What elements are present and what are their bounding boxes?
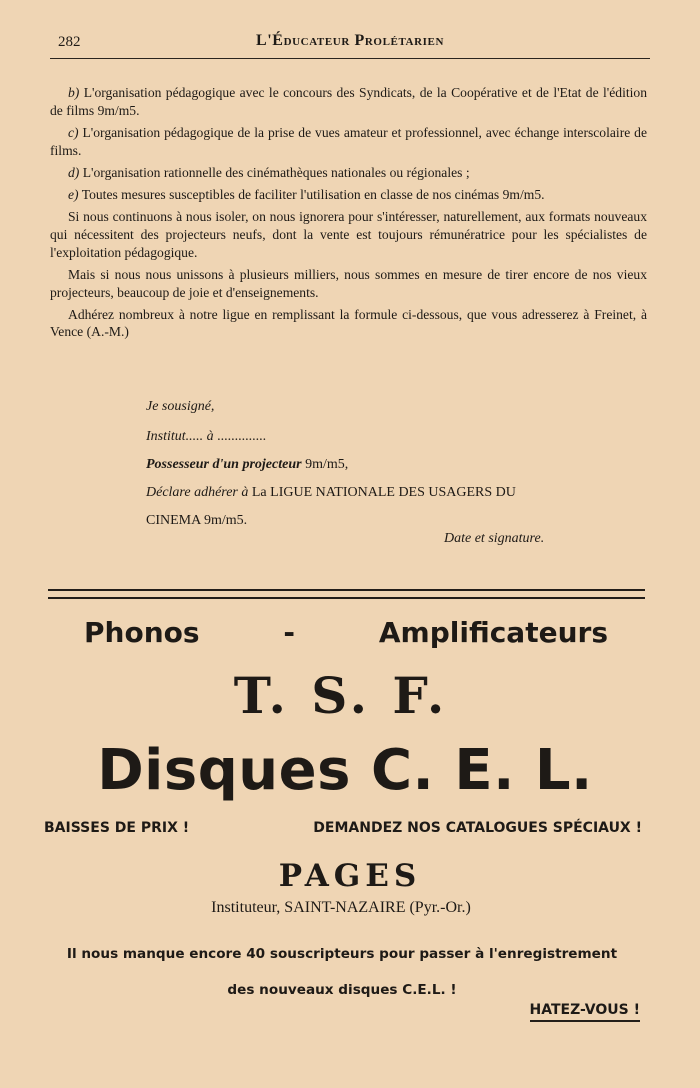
paragraph: Adhérez nombreux à notre ligue en remplissant la formule ci-dessous, que vous adresserez à Freinet, à Vence (A.-M.): [50, 306, 647, 340]
ad-notice: Il nous manque encore 40 souscripteurs pour passer à l'enregistrement: [66, 946, 618, 962]
ad-disques: Disques C. E. L.: [97, 738, 593, 803]
list-item-e: e) Toutes mesures susceptibles de faciliter l'utilisation en classe de nos cinémas 9m/m5.: [68, 187, 545, 203]
ad-headline: Phonos - Amplificateurs: [84, 616, 608, 649]
page-number: 282: [58, 34, 81, 50]
advertisement: [0, 600, 700, 1088]
ad-address: Instituteur, SAINT-NAZAIRE (Pyr.-Or.): [211, 899, 471, 916]
page-header: [50, 30, 650, 62]
ad-notice: des nouveaux disques C.E.L. !: [227, 982, 457, 998]
section-divider: [48, 589, 645, 599]
paragraph: Mais si nous nous unissons à plusieurs milliers, nous sommes en mesure de tirer encore de nos vieux projecteurs, beaucoup de joie et d'enseignements.: [50, 266, 647, 300]
article-body: [50, 84, 647, 346]
ad-advertiser-name: PAGES: [278, 858, 422, 894]
journal-title: L'Éducateur Prolétarien: [255, 32, 445, 49]
list-item-d: d) L'organisation rationnelle des cinémathèques nationales ou régionales ;: [68, 164, 470, 180]
ad-tsf: T. S. F.: [233, 666, 449, 725]
form-line-institute: Institut..... à ..............: [146, 429, 267, 444]
form-line-projector: Possesseur d'un projecteur 9m/m5,: [146, 457, 349, 472]
paragraph: Si nous continuons à nous isoler, on nous ignorera pour s'intéresser, naturellement, aux formats nouveaux qui nécessitent des projecteurs neufs, dont la vente est toujours rémunératrice pour les spécialistes de l'exploitation pédagogique.: [50, 209, 647, 260]
ad-price-drop: BAISSES DE PRIX !: [44, 820, 190, 836]
header-rule: [50, 58, 650, 59]
list-item-c: c) L'organisation pédagogique de la prise de vues amateur et professionnel, avec échange interscolaire de films.: [50, 124, 647, 158]
form-line-name: Je sousigné,: [146, 399, 215, 414]
date-signature: Date et signature.: [444, 531, 545, 546]
form-line-declaration: Déclare adhérer à La LIGUE NATIONALE DES USAGERS DU: [146, 485, 516, 500]
list-item-b: b) L'organisation pédagogique avec le concours des Syndicats, de la Coopérative et de l'Etat de l'édition de films 9m/m5.: [50, 85, 648, 118]
ad-hurry: HATEZ-VOUS !: [530, 1002, 640, 1022]
ad-catalogs: DEMANDEZ NOS CATALOGUES SPÉCIAUX !: [313, 820, 642, 836]
form-line-cinema: CINEMA 9m/m5.: [146, 513, 248, 528]
